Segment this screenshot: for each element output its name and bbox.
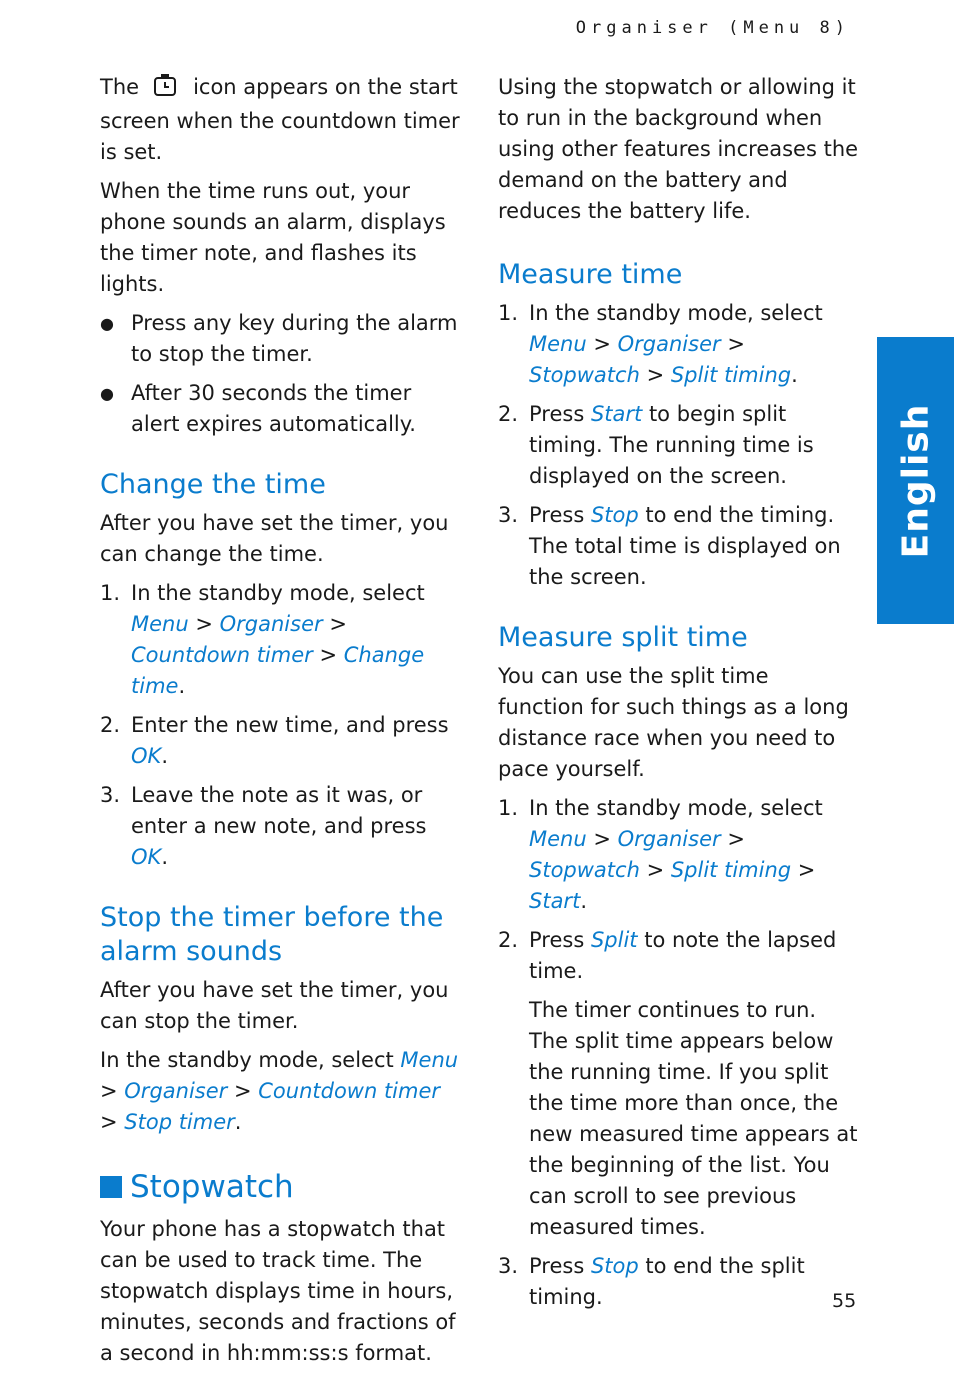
ok-link: OK <box>131 845 162 869</box>
organiser-link: Organiser <box>219 612 323 636</box>
list-item: 2. Press Start to begin split timing. The running time is displayed on the screen. <box>498 402 814 488</box>
list-item: 2. Enter the new time, and press OK. <box>100 713 449 768</box>
stop-timer-heading: Stop the timer before the alarm sounds <box>100 902 444 967</box>
battery-note: Using the stopwatch or allowing it to run in the background when using other features increases the demand on the battery and reduces the battery life. <box>498 75 859 223</box>
alarm-bullet-list <box>100 308 462 440</box>
change-time-link: Change time <box>131 643 425 698</box>
list-item: 3. Leave the note as it was, or enter a new note, and press OK. <box>100 783 427 869</box>
measure-split-heading: Measure split time <box>498 622 748 653</box>
stopwatch-description: Your phone has a stopwatch that can be used to track time. The stopwatch displays time in hours, minutes, seconds and fractions of a second in hh:mm:ss:s format. <box>100 1217 456 1365</box>
stopwatch-link: Stopwatch <box>529 363 640 387</box>
timer-icon-paragraph: The icon appears on the start screen when the countdown timer is set. <box>100 75 460 164</box>
split-note: The timer continues to run. The split time appears below the running time. If you split the time more than once, the new measured time appears at the beginning of the list. You can scroll to see previous measured times. <box>529 998 858 1239</box>
start-link: Start <box>590 402 643 426</box>
organiser-link: Organiser <box>617 827 721 851</box>
measure-split-intro: You can use the split time function for such things as a long distance race when you need to pace yourself. <box>498 664 849 781</box>
language-tab-label: English <box>895 403 936 558</box>
list-item: 1. In the standby mode, select Menu > Organiser > Stopwatch > Split timing > Start. <box>498 796 823 913</box>
list-item: 2. Press Split to note the lapsed time. The timer continues to run. The split time appears below the running time. If you split the time more than once, the new measured time appears at the beginning of the list. You can scroll to see previous measured times. <box>498 925 860 1243</box>
change-time-steps <box>100 578 462 873</box>
stop-timer-link: Stop timer <box>124 1110 235 1134</box>
measure-time-heading: Measure time <box>498 259 683 290</box>
countdown-timer-link: Countdown timer <box>131 643 313 667</box>
menu-link: Menu <box>400 1048 459 1072</box>
left-column <box>100 72 462 1377</box>
ok-link: OK <box>131 744 162 768</box>
menu-link: Menu <box>529 332 587 356</box>
timer-icon <box>153 73 177 106</box>
stop-timer-intro: After you have set the timer, you can stop the timer. <box>100 978 449 1033</box>
stopwatch-link: Stopwatch <box>529 858 640 882</box>
measure-split-steps <box>498 793 860 1313</box>
page-header: Organiser (Menu 8) <box>575 18 850 38</box>
measure-time-steps <box>498 298 860 593</box>
list-item: ● After 30 seconds the timer alert expires automatically. <box>100 378 462 440</box>
change-time-heading: Change the time <box>100 469 326 500</box>
alarm-paragraph: When the time runs out, your phone sounds an alarm, displays the timer note, and flashes its lights. <box>100 179 446 296</box>
language-tab <box>877 337 954 624</box>
start-link: Start <box>529 889 581 913</box>
page-number: 55 <box>832 1290 857 1312</box>
split-link: Split <box>590 928 638 952</box>
stop-link: Stop <box>590 1254 639 1278</box>
list-item: 3. Press Stop to end the split timing. <box>498 1254 805 1309</box>
section-square-icon <box>100 1176 122 1198</box>
bullet-icon: ● <box>100 314 114 333</box>
stopwatch-heading: Stopwatch <box>100 1168 462 1206</box>
change-time-intro: After you have set the timer, you can change the time. <box>100 511 449 566</box>
stop-link: Stop <box>590 503 639 527</box>
list-item: 1. In the standby mode, select Menu > Organiser > Countdown timer > Change time. <box>100 581 425 698</box>
split-timing-link: Split timing <box>670 858 792 882</box>
bullet-icon: ● <box>100 384 114 403</box>
right-column <box>498 72 860 1321</box>
organiser-link: Organiser <box>617 332 721 356</box>
split-timing-link: Split timing <box>670 363 792 387</box>
stop-timer-instruction: In the standby mode, select Menu > Organiser > Countdown timer > Stop timer. <box>100 1048 459 1134</box>
list-item: 1. In the standby mode, select Menu > Organiser > Stopwatch > Split timing. <box>498 301 823 387</box>
countdown-timer-link: Countdown timer <box>258 1079 441 1103</box>
organiser-link: Organiser <box>124 1079 228 1103</box>
menu-link: Menu <box>131 612 189 636</box>
menu-link: Menu <box>529 827 587 851</box>
list-item: ● Press any key during the alarm to stop the timer. <box>100 308 462 370</box>
list-item: 3. Press Stop to end the timing. The total time is displayed on the screen. <box>498 503 841 589</box>
